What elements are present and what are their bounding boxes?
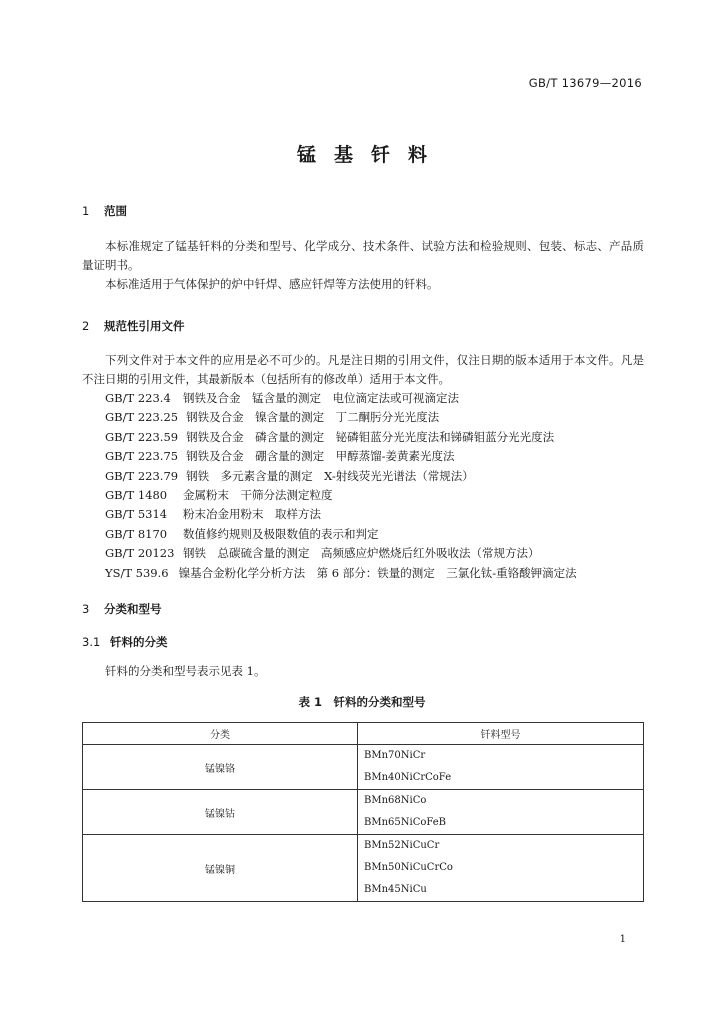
section-2-heading [82,318,185,334]
section-3-1-number: 3.1 [82,635,101,649]
table-row [83,835,644,902]
reference-title: 钢铁及合金 镍含量的测定 丁二酮肟分光光度法 [186,410,440,425]
model-name: BMn45NiCu [364,884,427,895]
table-row [83,790,644,835]
reference-item [105,544,577,563]
model-name: BMn68NiCo [364,795,427,806]
scope-paragraph-2: 本标准适用于气体保护的炉中钎焊、感应钎焊等方法使用的钎料。 [105,277,439,291]
section-1-heading [82,203,127,219]
reference-title: 钢铁 总碳硫含量的测定 高频感应炉燃烧后红外吸收法（常规方法） [183,546,540,561]
section-3-title: 分类和型号 [104,602,162,616]
table-header-row [83,723,644,745]
reference-title: 金属粉末 干筛分法测定粒度 [183,487,333,502]
reference-title: 钢铁 多元素含量的测定 X-射线荧光光谱法（常规法） [186,468,474,483]
reference-code: GB/T 223.4 [105,391,171,405]
reference-title: 钢铁及合金 硼含量的测定 甲醇蒸馏-姜黄素光度法 [186,449,455,464]
category-cell: 锰镍铬 [83,745,358,790]
classification-table [82,722,644,902]
table-caption: 表 1 钎料的分类和型号 [298,695,426,709]
section-2-title: 规范性引用文件 [104,319,185,333]
section-2-number: 2 [82,319,90,333]
reference-code: GB/T 223.79 [105,468,179,483]
section-3-1-heading [82,634,168,650]
section-1-number: 1 [82,204,90,218]
reference-item [105,525,577,544]
section-3-heading [82,601,162,617]
reference-code: GB/T 223.25 [105,410,179,425]
model-name: BMn70NiCr [364,750,426,761]
reference-item [105,428,577,447]
category-cell: 锰镍铜 [83,835,358,902]
reference-code: GB/T 5314 [105,507,168,522]
model-name: BMn52NiCuCr [364,840,440,851]
reference-title: 钢铁及合金 磷含量的测定 铋磷钼蓝分光光度法和锑磷钼蓝分光光度法 [186,429,555,444]
section-1-title: 范围 [104,204,127,218]
normative-intro: 下列文件对于本文件的应用是必不可少的。凡是注日期的引用文件，仅注日期的版本适用于本文件。凡是不注日期的引用文件，其最新版本（包括所有的修改单）适用于本文件。 [82,353,644,386]
model-cell [358,790,644,835]
model-name: BMn40NiCrCoFe [364,772,452,783]
reference-item [105,486,577,505]
reference-title: 钢铁及合金 锰含量的测定 电位滴定法或可视滴定法 [183,391,459,405]
standard-code: GB/T 13679—2016 [528,76,642,90]
header-category: 分类 [83,723,358,745]
scope-paragraph-1: 本标准规定了锰基钎料的分类和型号、化学成分、技术条件、试验方法和检验规则、包装、标志、产品质量证明书。 [82,239,644,272]
header-model: 钎料型号 [358,723,644,745]
model-cell [358,835,644,902]
table-row [83,745,644,790]
reference-code: GB/T 8170 [105,526,168,541]
reference-item [105,564,577,583]
section-3-1-title: 钎料的分类 [110,635,168,649]
reference-code: GB/T 20123 [105,546,175,561]
model-cell [358,745,644,790]
reference-title: 数值修约规则及极限数值的表示和判定 [183,526,379,541]
reference-item [105,447,577,466]
document-title: 锰基钎料 [296,144,445,166]
reference-code: YS/T 539.6 [105,565,169,580]
classification-text: 钎料的分类和型号表示见表 1。 [105,664,266,678]
reference-list [105,389,577,583]
page-number: 1 [619,934,626,945]
reference-title: 镍基合金粉化学分析方法 第 6 部分：铁量的测定 三氯化钛-重铬酸钾滴定法 [178,565,577,580]
reference-item [105,505,577,524]
reference-code: GB/T 223.59 [105,429,179,444]
reference-title: 粉末冶金用粉末 取样方法 [183,507,321,522]
reference-item [105,467,577,486]
model-name: BMn65NiCoFeB [364,817,447,828]
category-cell: 锰镍钴 [83,790,358,835]
reference-code: GB/T 223.75 [105,449,179,464]
reference-item [105,408,577,427]
section-3-number: 3 [82,602,90,616]
reference-item [105,389,577,408]
reference-code: GB/T 1480 [105,487,168,502]
model-name: BMn50NiCuCrCo [364,862,453,873]
